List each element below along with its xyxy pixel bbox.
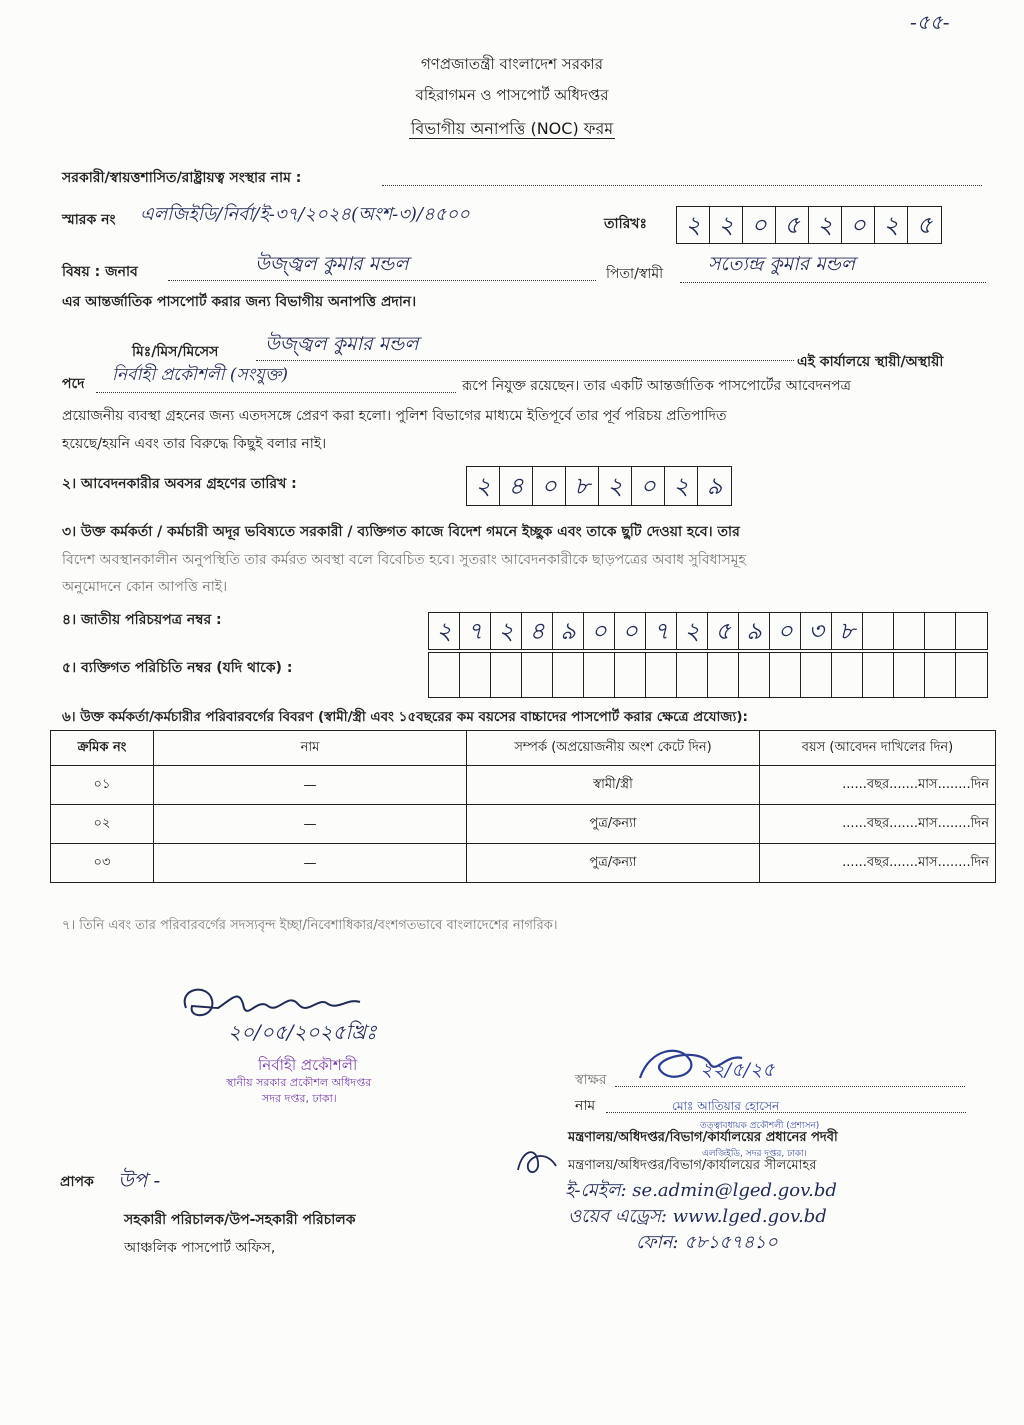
nid-digit-box: ৯ [739,613,770,649]
para1-prefix: মিঃ/মিস/মিসেস [132,344,219,360]
name-line [606,1112,966,1113]
designation-stamp: তত্ত্বাবধায়ক প্রকৌশলী (প্রশাসন) [700,1121,820,1131]
row-age: ......বছর.......মাস........দিন [760,844,996,883]
nid-digit-box: ২ [677,613,708,649]
memo-date-boxes [676,206,942,244]
recipient-line1: সহকারী পরিচালক/উপ-সহকারী পরিচালক [124,1212,356,1228]
personal-id-digit-box [956,653,987,697]
col-relation: সম্পর্ক (অপ্রয়োজনীয় অংশ কেটে দিন) [467,731,760,766]
retirement-digit-box: ৪ [500,467,533,505]
memo-label: স্মারক নং [62,212,116,228]
personal-id-digit-box [615,653,646,697]
form-title-text: বিভাগীয় অনাপত্তি (NOC) ফরম [410,119,614,138]
designation-line: মন্ত্রণালয়/অধিদপ্তর/বিভাগ/কার্যালয়ের প্রধানের পদবী [568,1130,838,1145]
post-label: পদে [62,376,85,392]
left-stamp-title: নির্বাহী প্রকৌশলী [258,1056,358,1074]
memo-date-label: তারিখঃ [604,216,647,232]
personal-id-digit-box [584,653,615,697]
name-label: নাম [575,1098,596,1114]
item3-line1: ৩। উক্ত কর্মকর্তা / কর্মচারী অদূর ভবিষ্যতে সরকারী / ব্যক্তিগত কাজে বিদেশ গমনে ইচ্ছুক এবং তাকে ছুটি দেওয়া হবে। তার [62,524,740,540]
post-value: নির্বাহী প্রকৌশলী (সংযুক্ত) [112,365,288,385]
col-name: নাম [154,731,467,766]
date-digit-box: ৫ [776,207,809,243]
row-relation: পুত্র/কন্যা [467,805,760,844]
row-name: — [154,844,467,883]
para1-suffix: এই কার্যালয়ে স্থায়ী/অস্থায়ী [797,354,944,370]
row-age: ......বছর.......মাস........দিন [760,766,996,805]
col-serial: ক্রমিক নং [51,731,154,766]
govt-name: গণপ্রজাতন্ত্রী বাংলাদেশ সরকার [420,55,604,73]
personal-id-digit-box [460,653,491,697]
subject-name: উজ্জ্বল কুমার মন্ডল [255,253,409,275]
personal-id-label: ৫। ব্যক্তিগত পরিচিতি নম্বর (যদি থাকে) : [62,660,293,676]
phone-handwritten: ফোন: ৫৮১৫৭৪১০ [636,1232,778,1253]
personal-id-digit-box [801,653,832,697]
para1-name: উজ্জ্বল কুমার মন্ডল [265,333,419,355]
nid-digit-box: ৪ [522,613,553,649]
office-stamp: এলজিইডি, সদর দপ্তর, ঢাকা। [702,1149,807,1159]
retirement-digit-box: ০ [632,467,665,505]
nid-digit-box: ৯ [553,613,584,649]
retirement-digit-box: ২ [599,467,632,505]
nid-digit-box [925,613,956,649]
date-digit-box: ২ [809,207,842,243]
para1-line3: প্রয়োজনীয় ব্যবস্থা গ্রহনের জন্য এতদসঙ্গে প্রেরণ করা হলো। পুলিশ বিভাগের মাধ্যমে ইতিপূর্বে তার পূর্ব পরিচয় প্রতিপাদিত [62,408,727,424]
table-row [51,844,996,883]
row-relation: পুত্র/কন্যা [467,844,760,883]
nid-boxes [428,612,988,650]
father-name: সত্যেন্দ্র কুমার মন্ডল [708,253,856,275]
item3-line3: অনুমোদনে কোন আপত্তি নাই। [62,579,228,595]
row-serial: ০১ [51,766,154,805]
family-label: ৬। উক্ত কর্মকর্তা/কর্মচারীর পরিবারবর্গের বিবরণ (স্বামী/স্ত্রী এবং ১৫বছরের কম বয়সের বাচ্চাদের পাসপোর্ট করার ক্ষেত্রে প্রযোজ্য): [62,709,748,725]
form-title [0,116,1024,143]
org-name-line [382,185,982,186]
recipient-label: প্রাপক [60,1174,94,1190]
department-name: বহিরাগমন ও পাসপোর্ট অধিদপ্তর [415,86,609,104]
nid-digit-box: ০ [615,613,646,649]
row-name: — [154,766,467,805]
family-table [50,730,996,883]
personal-id-digit-box [491,653,522,697]
email-handwritten: ই-মেইল: se.admin@lged.gov.bd [565,1180,837,1201]
personal-id-digit-box [770,653,801,697]
nid-digit-box: ২ [429,613,460,649]
para1-line4: হয়েছে/হয়নি এবং তার বিরুদ্ধে কিছুই বলার নাই। [62,436,327,452]
retirement-digit-box: ৮ [566,467,599,505]
father-line [680,282,986,283]
seal-initial [512,1140,562,1184]
date-digit-box: ০ [842,207,875,243]
left-signature-date: ২০/০৫/২০২৫খ্রিঃ [228,1020,377,1044]
table-row [51,805,996,844]
seal-line: মন্ত্রণালয়/অধিদপ্তর/বিভাগ/কার্যালয়ের সীলমোহর [568,1158,817,1173]
nid-digit-box: ০ [770,613,801,649]
personal-id-digit-box [553,653,584,697]
date-digit-box: ২ [710,207,743,243]
personal-id-digit-box [429,653,460,697]
row-relation: স্বামী/স্ত্রী [467,766,760,805]
date-digit-box: ৫ [916,211,933,239]
family-table-header [51,731,996,766]
subject-label: বিষয় : জনাব [62,264,138,280]
date-digit-box: ২ [677,207,710,243]
retirement-digit-box: ০ [533,467,566,505]
personal-id-digit-box [894,653,925,697]
nid-digit-box [956,613,987,649]
retirement-digit-box: ২ [467,467,500,505]
nid-label: ৪। জাতীয় পরিচয়পত্র নম্বর : [62,612,222,628]
nid-digit-box [863,613,894,649]
retirement-date-boxes [466,466,732,506]
recipient-line2: আঞ্চলিক পাসপোর্ট অফিস, [124,1240,276,1256]
retirement-label: ২। আবেদনকারীর অবসর গ্রহণের তারিখ : [62,476,297,492]
retirement-digit-box: ৯ [706,472,723,500]
nid-digit-box: ২ [491,613,522,649]
para1-line2: রূপে নিযুক্ত রয়েছেন। তার একটি আন্তর্জাতিক পাসপোর্টের আবেদনপত্র [462,378,851,394]
nid-digit-box [894,613,925,649]
org-name-label: সরকারী/স্বায়ত্তশাসিত/রাষ্ট্রায়ত্ব সংস্থার নাম : [62,170,302,186]
item3-line2: বিদেশ অবস্থানকালীন অনুপস্থিতি তার কর্মরত অবস্থা বলে বিবেচিত হবে। সুতরাং আবেদনকারীকে ছাড়পত্রের অবাধ সুবিধাসমূহ [62,552,746,568]
nid-digit-box: ৭ [460,613,491,649]
name-stamp: মোঃ আতিয়ার হোসেন [672,1099,780,1113]
row-serial: ০২ [51,805,154,844]
left-stamp-office: স্থানীয় সরকার প্রকৌশল অধিদপ্তর [226,1076,372,1089]
father-label: পিতা/স্বামী [606,266,664,282]
sign-label: স্বাক্ষর [575,1072,607,1088]
personal-id-digit-box [832,653,863,697]
memo-number: এলজিইডি/নির্বা/ই-৩৭/২০২৪(অংশ-৩)/৪৫০০ [140,204,470,225]
table-row [51,766,996,805]
col-age: বয়স (আবেদন দাখিলের দিন) [760,731,996,766]
left-stamp-place: সদর দপ্তর, ঢাকা। [262,1092,337,1105]
nid-digit-box: ৭ [646,613,677,649]
personal-id-digit-box [863,653,894,697]
retirement-digit-box: ২ [665,467,698,505]
row-name: — [154,805,467,844]
subject-line2: এর আন্তর্জাতিক পাসপোর্ট করার জন্য বিভাগীয় অনাপত্তি প্রদান। [62,294,417,310]
date-digit-box: ২ [875,207,908,243]
nid-digit-box: ৮ [832,613,863,649]
item7-citizenship: ৭। তিনি এবং তার পরিবারবর্গের সদস্যবৃন্দ ইচ্ছা/নিবেশাধিকার/বংশগতভাবে বাংলাদেশের নাগরিক। [62,918,558,933]
personal-id-boxes [428,652,988,698]
personal-id-digit-box [646,653,677,697]
nid-digit-box: ৩ [801,613,832,649]
personal-id-digit-box [522,653,553,697]
web-handwritten: ওয়েব এড্রেস: www.lged.gov.bd [568,1206,827,1227]
nid-digit-box: ৫ [708,613,739,649]
personal-id-digit-box [677,653,708,697]
post-line [96,392,456,393]
row-serial: ০৩ [51,844,154,883]
nid-digit-box: ০ [584,613,615,649]
date-digit-box: ০ [743,207,776,243]
personal-id-digit-box [925,653,956,697]
recipient-initial: উপ - [118,1168,161,1192]
corner-handwritten-mark: -৫৫- [910,10,950,34]
right-signature-date: ২২/৫/২৫ [700,1059,775,1081]
personal-id-digit-box [739,653,770,697]
personal-id-digit-box [708,653,739,697]
row-age: ......বছর.......মাস........দিন [760,805,996,844]
